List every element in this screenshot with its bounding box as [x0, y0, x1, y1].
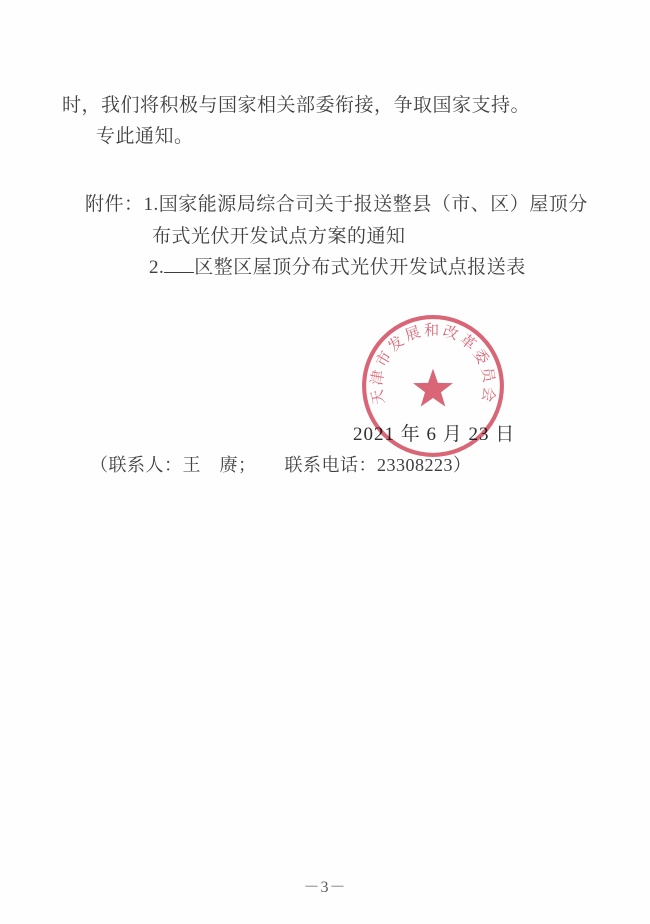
blank-fill-underline — [164, 255, 194, 273]
body-text-line-2: 专此通知。 — [96, 126, 194, 147]
seal-star-icon — [413, 369, 453, 407]
attachment-list-line-1: 附件：1.国家能源局综合司关于报送整县（市、区）屋顶分 — [85, 194, 588, 215]
seal-organization-text: 天津市发展和改革委员会 — [369, 322, 497, 406]
attachment-item2-number: 2. — [149, 257, 165, 278]
attachment-list-line-2: 布式光伏开发试点方案的通知 — [152, 226, 406, 247]
attachment-list-line-3 — [149, 252, 526, 279]
signature-date: 2021 年 6 月 23 日 — [353, 424, 516, 445]
attachment-item2-title: 区整区屋顶分布式光伏开发试点报送表 — [194, 257, 526, 278]
body-text-line-1: 时，我们将积极与国家相关部委衔接，争取国家支持。 — [62, 95, 531, 116]
official-seal — [360, 313, 506, 459]
page-number: －3－ — [303, 879, 347, 896]
contact-info-line: （联系人：王 赓； 联系电话：23308223） — [90, 455, 472, 475]
